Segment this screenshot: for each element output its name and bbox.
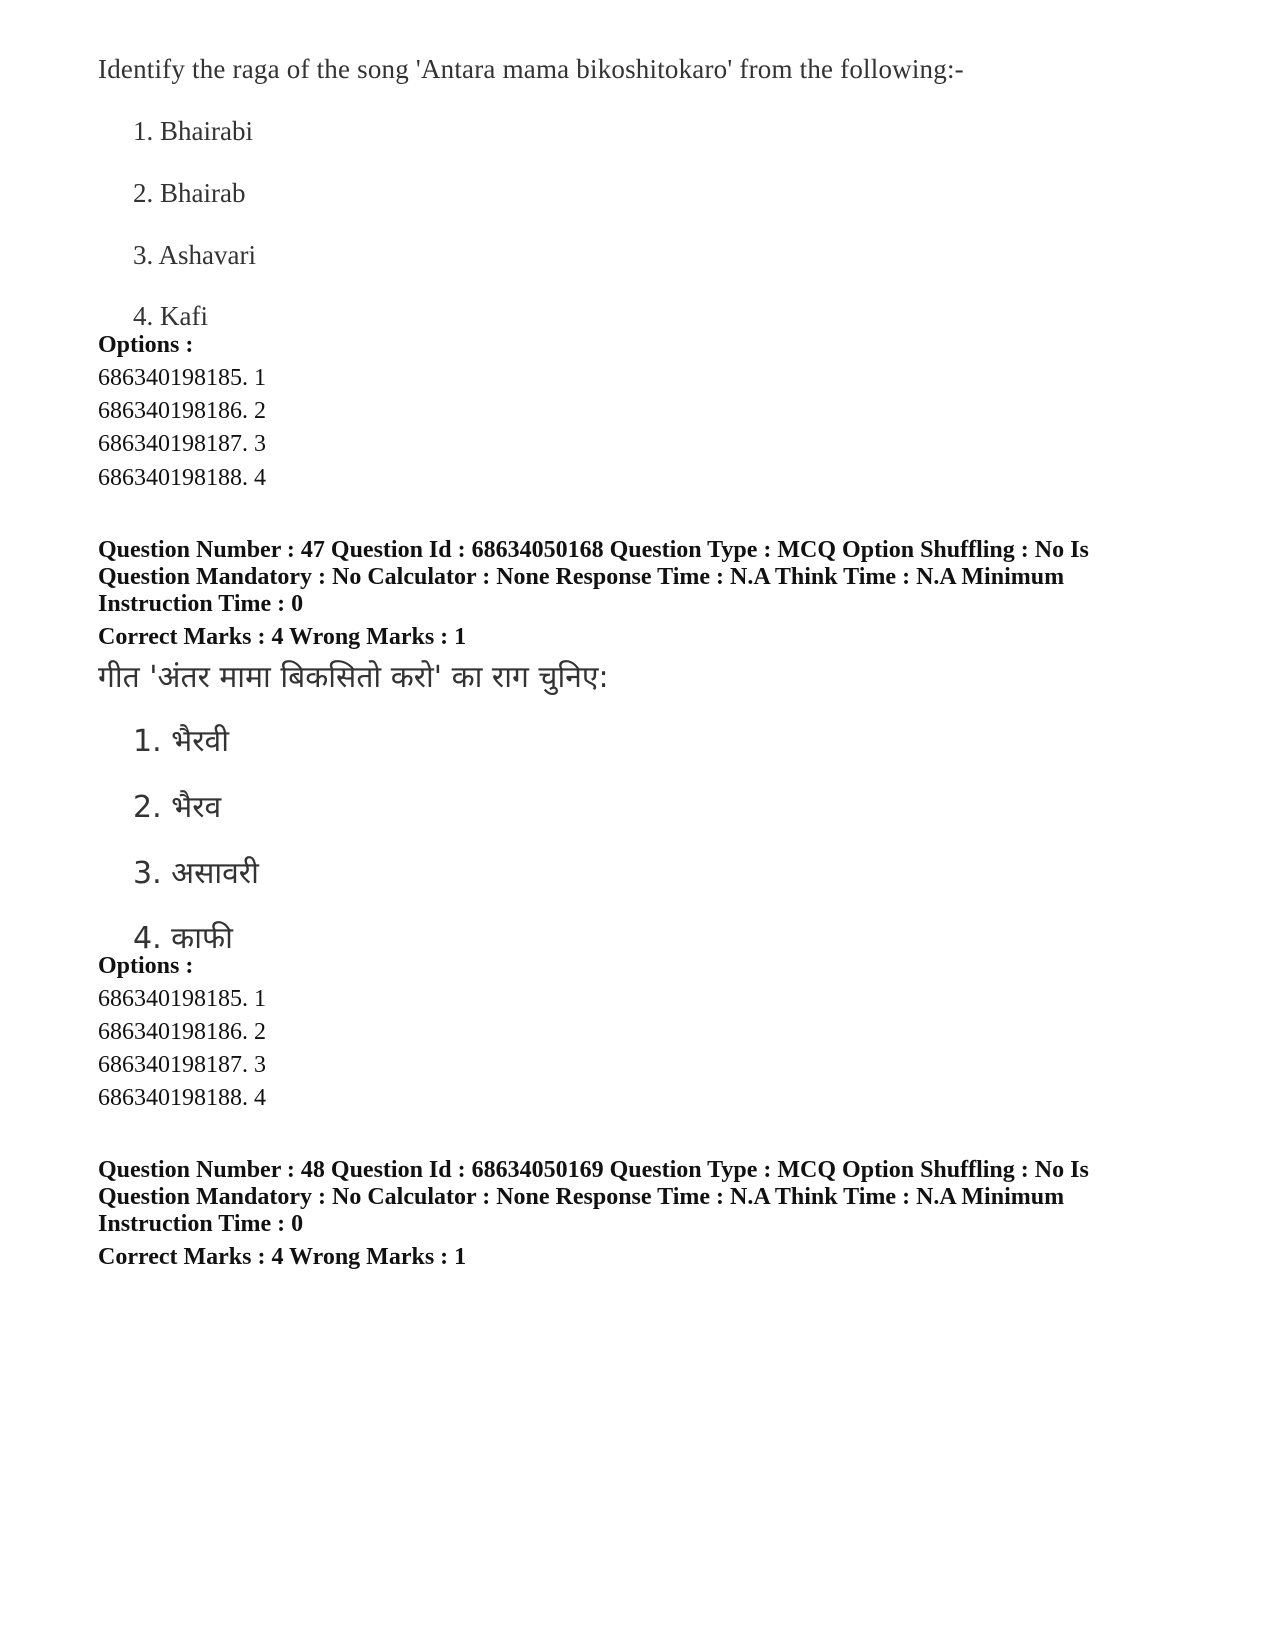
- options-label: Options :: [98, 332, 194, 358]
- options-label: Options :: [98, 953, 194, 979]
- option-id: 686340198188. 4: [98, 1085, 266, 1111]
- question-text: गीत 'अंतर मामा बिकसितो करो' का राग चुनिए:: [98, 660, 609, 695]
- question-meta: Instruction Time : 0: [98, 591, 304, 617]
- choice-item: 4. Kafi: [133, 301, 208, 331]
- option-id: 686340198185. 1: [98, 365, 266, 391]
- option-id: 686340198187. 3: [98, 431, 266, 457]
- question-meta: Question Mandatory : No Calculator : None Response Time : N.A Think Time : N.A Minimum: [98, 564, 1065, 590]
- choice-item: 3. Ashavari: [133, 240, 256, 270]
- question-text: Identify the raga of the song 'Antara mama bikoshitokaro' from the following:-: [98, 54, 964, 84]
- choice-item: 4. काफी: [133, 921, 233, 956]
- option-id: 686340198187. 3: [98, 1052, 266, 1078]
- option-id: 686340198186. 2: [98, 398, 266, 424]
- choice-item: 2. भैरव: [133, 790, 222, 825]
- choice-item: 3. असावरी: [133, 856, 259, 891]
- marks-line: Correct Marks : 4 Wrong Marks : 1: [98, 624, 467, 650]
- question-meta: Question Number : 48 Question Id : 68634050169 Question Type : MCQ Option Shuffling : No Is: [98, 1157, 1089, 1183]
- marks-line: Correct Marks : 4 Wrong Marks : 1: [98, 1244, 467, 1270]
- choice-item: 1. भैरवी: [133, 724, 229, 759]
- choice-item: 2. Bhairab: [133, 178, 246, 208]
- option-id: 686340198188. 4: [98, 465, 266, 491]
- option-id: 686340198186. 2: [98, 1019, 266, 1045]
- question-meta: Instruction Time : 0: [98, 1211, 304, 1237]
- choice-item: 1. Bhairabi: [133, 116, 253, 146]
- option-id: 686340198185. 1: [98, 986, 266, 1012]
- question-meta: Question Mandatory : No Calculator : None Response Time : N.A Think Time : N.A Minimum: [98, 1184, 1065, 1210]
- question-meta: Question Number : 47 Question Id : 68634050168 Question Type : MCQ Option Shuffling : No Is: [98, 537, 1089, 563]
